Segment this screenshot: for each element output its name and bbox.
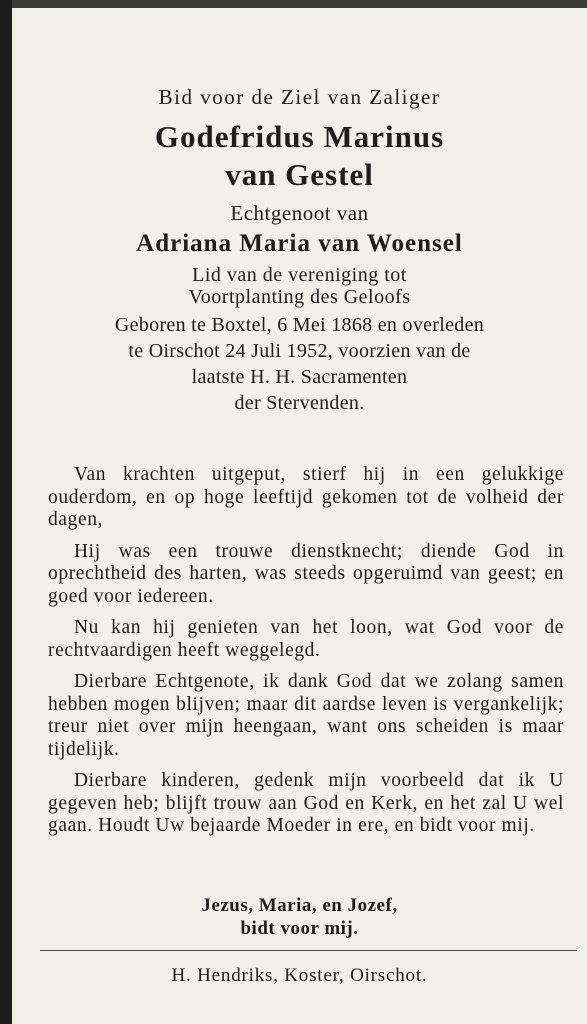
body-paragraph: Dierbare Echtgenote, ik dank God dat we zolang samen hebben mogen blijven; maar dit aardse leven is vergankelijk; treur niet over mijn heengaan, want ons scheiden is maar tijdelijk. <box>48 671 564 760</box>
deceased-name-line2: van Gestel <box>225 157 374 192</box>
body-paragraph: Hij was een trouwe dienstknecht; diende God in oprechtheid des harten, was steeds opgeruimd van geest; en goed voor iedereen. <box>48 540 564 607</box>
membership-line1: Lid van de vereniging tot <box>192 264 407 286</box>
bio-line2: te Oirschot 24 Juli 1952, voorzien van de <box>128 340 471 362</box>
body-paragraph: Dierbare kinderen, gedenk mijn voorbeeld dat ik U gegeven heb; blijft trouw aan God en Kerk, en het zal U wel gaan. Houdt Uw bejaarde Moeder in ere, en bidt voor mij. <box>48 770 564 836</box>
closing-line2: bidt voor mij. <box>240 918 359 939</box>
bio-line4: der Stervenden. <box>234 392 365 414</box>
bio-line3: laatste H. H. Sacramenten <box>191 366 408 388</box>
membership-line2: Voortplanting des Geloofs <box>188 286 411 308</box>
memorial-card <box>12 8 587 1024</box>
scan-top-edge <box>12 0 587 8</box>
deceased-name-line1: Godefridus Marinus <box>154 119 445 154</box>
closing-prayer <box>12 894 587 940</box>
scan-left-edge <box>0 0 12 1024</box>
card-body <box>48 464 564 847</box>
card-header <box>12 82 587 416</box>
bio-line1: Geboren te Boxtel, 6 Mei 1868 en overleden <box>114 314 485 336</box>
spouse-label: Echtgenoot van <box>230 201 369 225</box>
printer-footer: H. Hendriks, Koster, Oirschot. <box>171 965 428 986</box>
spouse-name: Adriana Maria van Woensel <box>136 230 463 257</box>
closing-line1: Jezus, Maria, en Jozef, <box>201 895 398 916</box>
prayer-line: Bid voor de Ziel van Zaliger <box>158 85 441 109</box>
body-paragraph: Nu kan hij genieten van het loon, wat God voor de rechtvaardigen heeft weggelegd. <box>48 617 564 661</box>
body-paragraph: Van krachten uitgeput, stierf hij in een gelukkige ouderdom, en op hoge leeftijd gekomen tot de volheid der dagen, <box>48 464 564 530</box>
divider-rule <box>40 950 577 951</box>
